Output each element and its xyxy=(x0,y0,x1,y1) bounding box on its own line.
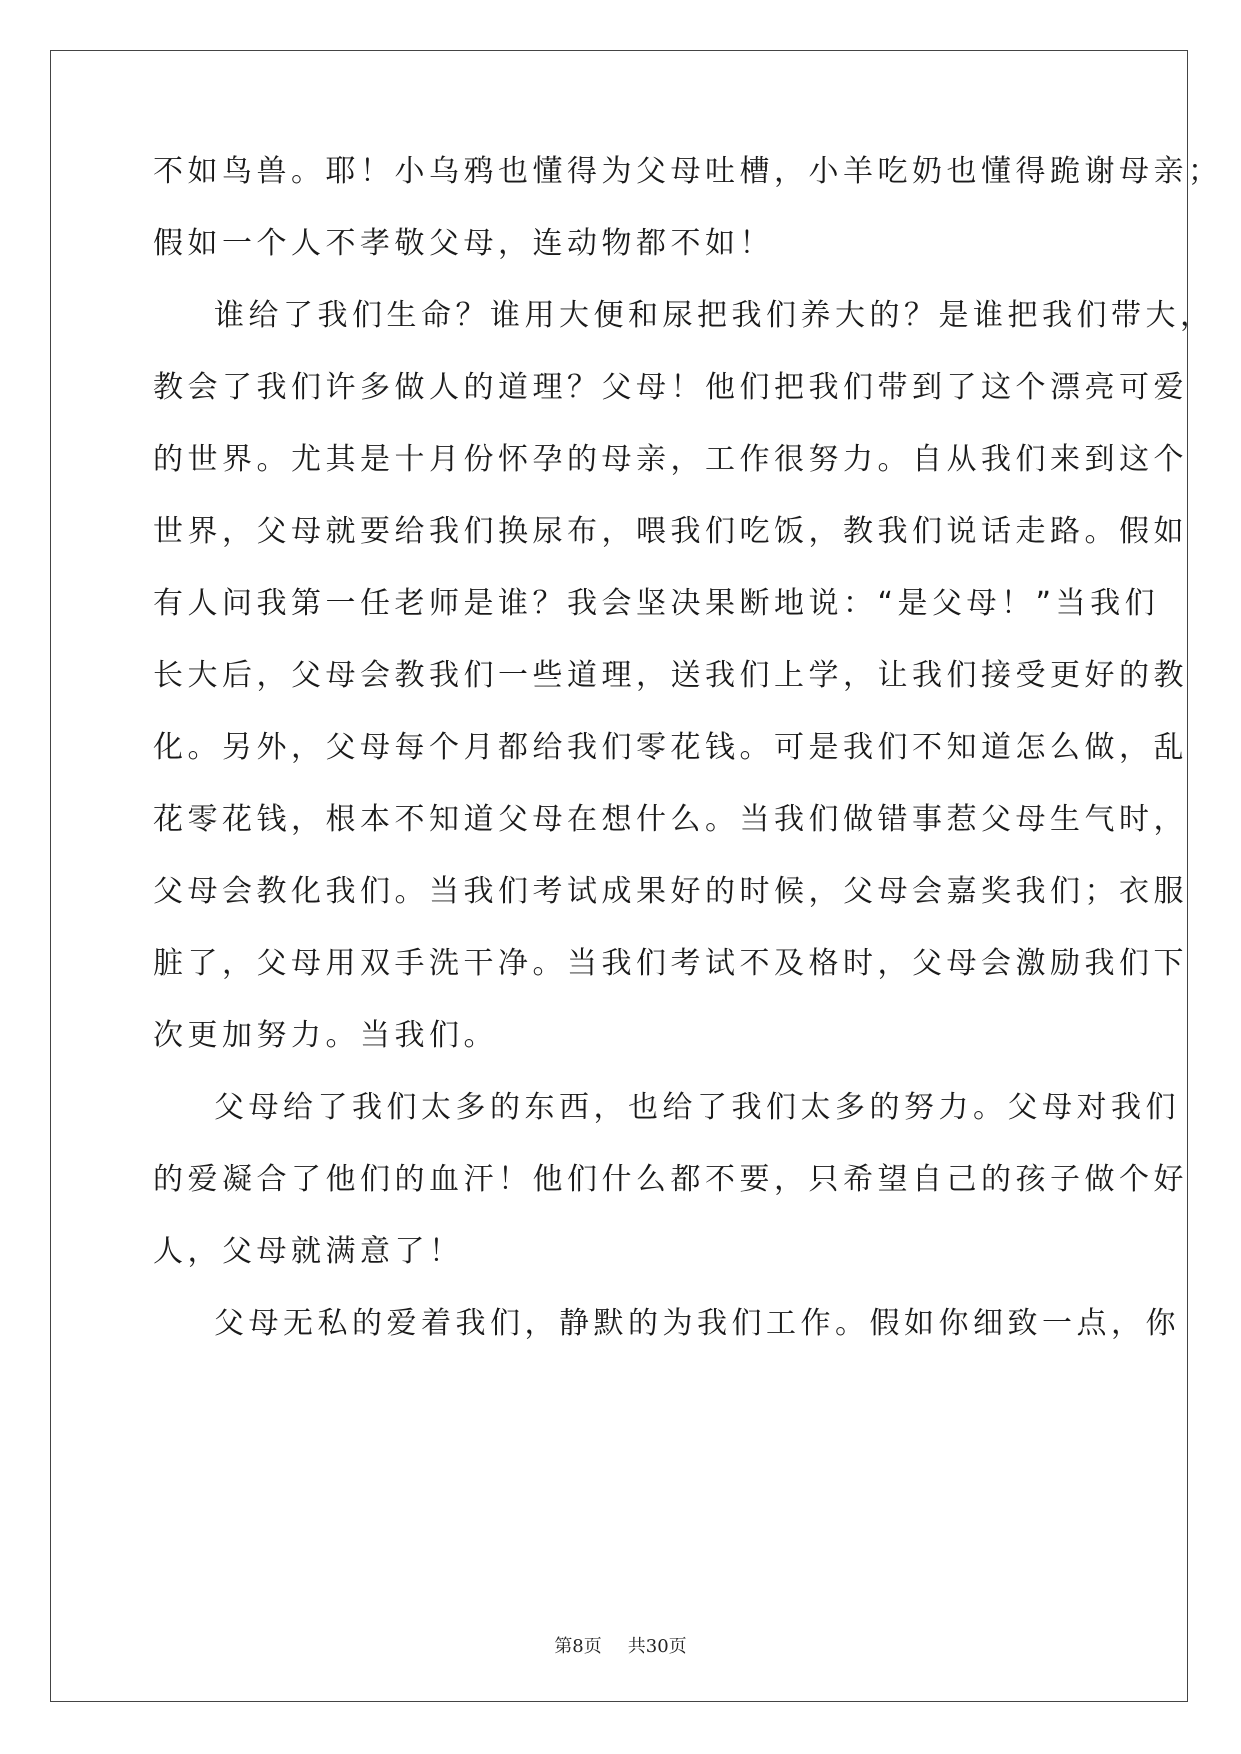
page-total: 共30页 xyxy=(627,1636,687,1657)
page-footer xyxy=(0,1632,1241,1658)
text-line: 花零花钱，根本不知道父母在想什么。当我们做错事惹父母生气时， xyxy=(153,802,1188,837)
paragraph-start-line: 父母给了我们太多的东西，也给了我们太多的努力。父母对我们 xyxy=(214,1090,1180,1125)
text-line: 的世界。尤其是十月份怀孕的母亲，工作很努力。自从我们来到这个 xyxy=(153,442,1188,477)
text-line: 父母会教化我们。当我们考试成果好的时候，父母会嘉奖我们；衣服 xyxy=(153,874,1188,909)
text-line: 假如一个人不孝敬父母，连动物都不如！ xyxy=(153,226,774,261)
text-line: 化。另外，父母每个月都给我们零花钱。可是我们不知道怎么做，乱 xyxy=(153,730,1188,765)
paragraph-start-line: 谁给了我们生命？谁用大便和尿把我们养大的？是谁把我们带大， xyxy=(214,298,1215,333)
text-line: 世界，父母就要给我们换尿布，喂我们吃饭，教我们说话走路。假如 xyxy=(153,514,1188,549)
text-line: 人，父母就满意了！ xyxy=(153,1234,464,1269)
text-line: 次更加努力。当我们。 xyxy=(153,1018,498,1053)
text-line: 不如鸟兽。耶！小乌鸦也懂得为父母吐槽，小羊吃奶也懂得跪谢母亲； xyxy=(153,154,1223,189)
text-line: 脏了，父母用双手洗干净。当我们考试不及格时，父母会激励我们下 xyxy=(153,946,1188,981)
text-line: 长大后，父母会教我们一些道理，送我们上学，让我们接受更好的教 xyxy=(153,658,1188,693)
text-line: 教会了我们许多做人的道理？父母！他们把我们带到了这个漂亮可爱 xyxy=(153,370,1188,405)
text-line: 有人问我第一任老师是谁？我会坚决果断地说：“是父母！”当我们 xyxy=(153,586,1160,621)
page-number: 第8页 xyxy=(554,1636,602,1657)
paragraph-start-line: 父母无私的爱着我们，静默的为我们工作。假如你细致一点，你 xyxy=(214,1306,1180,1341)
text-line: 的爱凝合了他们的血汗！他们什么都不要，只希望自己的孩子做个好 xyxy=(153,1162,1188,1197)
